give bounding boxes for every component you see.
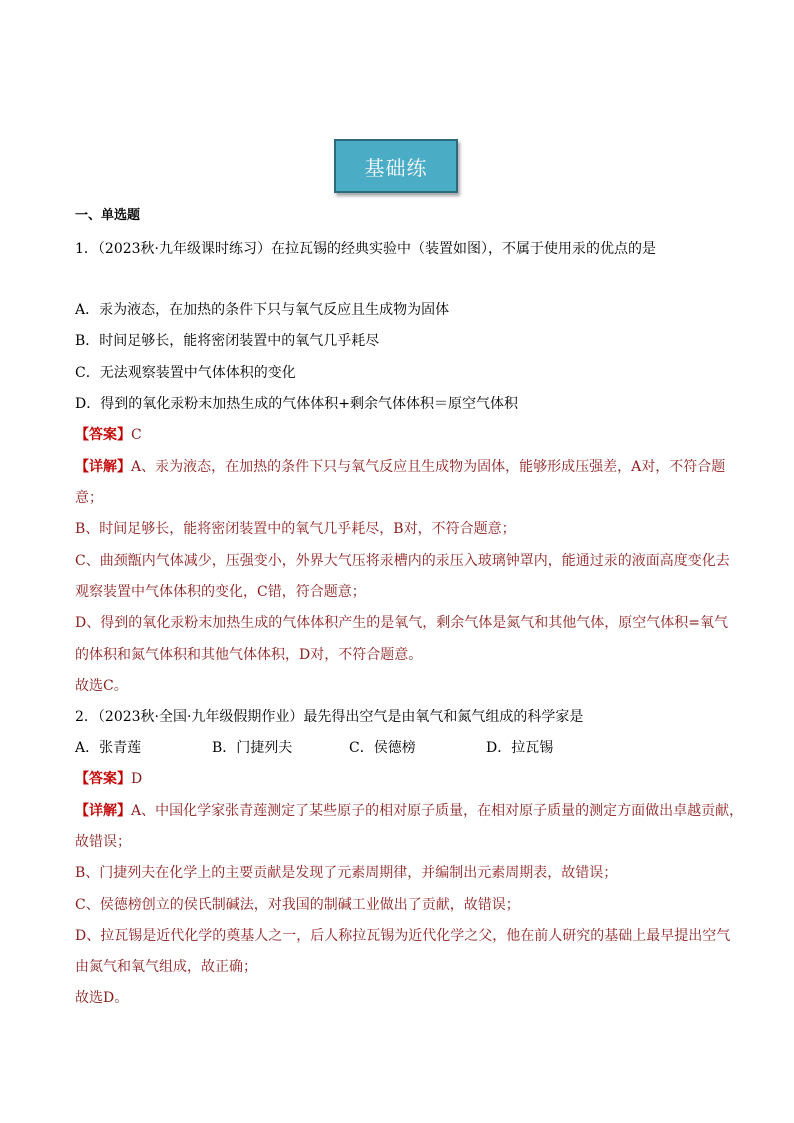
q2-detail-line: C、侯德榜创立的侯氏制碱法，对我国的制碱工业做出了贡献，故错误； — [75, 897, 520, 913]
q2-detail-line: 【详解】A、中国化学家张青莲测定了某些原子的相对原子质量，在相对原子质量的测定方面做出卓越贡献， — [75, 803, 744, 819]
q1-stem: 1．（2023秋·九年级课时练习）在拉瓦锡的经典实验中（装置如图），不属于使用汞的优点的是 — [75, 241, 656, 257]
answer-tag: 【答案】 — [75, 771, 131, 787]
q2-detail-line: D、拉瓦锡是近代化学的奠基人之一，后人称拉瓦锡为近代化学之父，他在前人研究的基础上最早提出空气 — [75, 928, 731, 944]
q1-option-a: A．汞为液态，在加热的条件下只与氧气反应且生成物为固体 — [75, 302, 450, 318]
answer-value: D — [131, 771, 143, 787]
q1-option-c: C．无法观察装置中气体体积的变化 — [75, 365, 296, 381]
q2-conclusion: 故选D。 — [75, 990, 129, 1006]
q1-conclusion: 故选C。 — [75, 678, 128, 694]
answer-tag: 【答案】 — [75, 427, 131, 443]
detail-tag: 【详解】 — [75, 803, 131, 819]
q2-detail-line: 故错误； — [75, 834, 131, 850]
q1-detail-line: D、得到的氧化汞粉末加热生成的气体体积产生的是氧气，剩余气体是氮气和其他气体，原空气体积=氧气 — [75, 615, 728, 631]
q2-detail-line: B、门捷列夫在化学上的主要贡献是发现了元素周期律，并编制出元素周期表，故错误； — [75, 865, 618, 881]
q2-answer — [75, 770, 735, 788]
q1-detail-line: 意； — [75, 490, 103, 506]
q2-option-c: C．侯德榜 — [349, 740, 416, 756]
q2-detail-line: 由氮气和氧气组成，故正确； — [75, 959, 257, 975]
q2-option-b: B．门捷列夫 — [212, 740, 293, 756]
q1-detail-line: B、时间足够长，能将密闭装置中的氧气几乎耗尽，B对，不符合题意； — [75, 521, 516, 537]
q1-detail-line: 的体积和氮气体积和其他气体体积，D对，不符合题意。 — [75, 647, 423, 663]
q1-option-b: B．时间足够长，能将密闭装置中的氧气几乎耗尽 — [75, 333, 380, 349]
q2-option-d: D．拉瓦锡 — [486, 740, 554, 756]
title-banner — [334, 139, 458, 193]
q1-option-d: D．得到的氧化汞粉末加热生成的气体体积+剩余气体体积＝原空气体积 — [75, 396, 518, 412]
section-heading: 一、单选题 — [75, 208, 141, 223]
q1-answer — [75, 426, 735, 444]
q1-detail-line: 观察装置中气体体积的变化，C错，符合题意； — [75, 584, 366, 600]
answer-value: C — [131, 427, 142, 443]
detail-tag: 【详解】 — [75, 459, 131, 475]
q1-detail-line: 【详解】A、汞为液态，在加热的条件下只与氧气反应且生成物为固体，能够形成压强差，A对，不符合题 — [75, 459, 726, 475]
q2-option-a: A．张青莲 — [75, 740, 142, 756]
q2-stem: 2．（2023秋·全国·九年级假期作业）最先得出空气是由氧气和氮气组成的科学家是 — [75, 709, 584, 725]
page-title: 基础练 — [364, 155, 428, 180]
q1-detail-line: C、曲颈甑内气体减少，压强变小，外界大气压将汞槽内的汞压入玻璃钟罩内，能通过汞的液面高度变化去 — [75, 553, 730, 569]
